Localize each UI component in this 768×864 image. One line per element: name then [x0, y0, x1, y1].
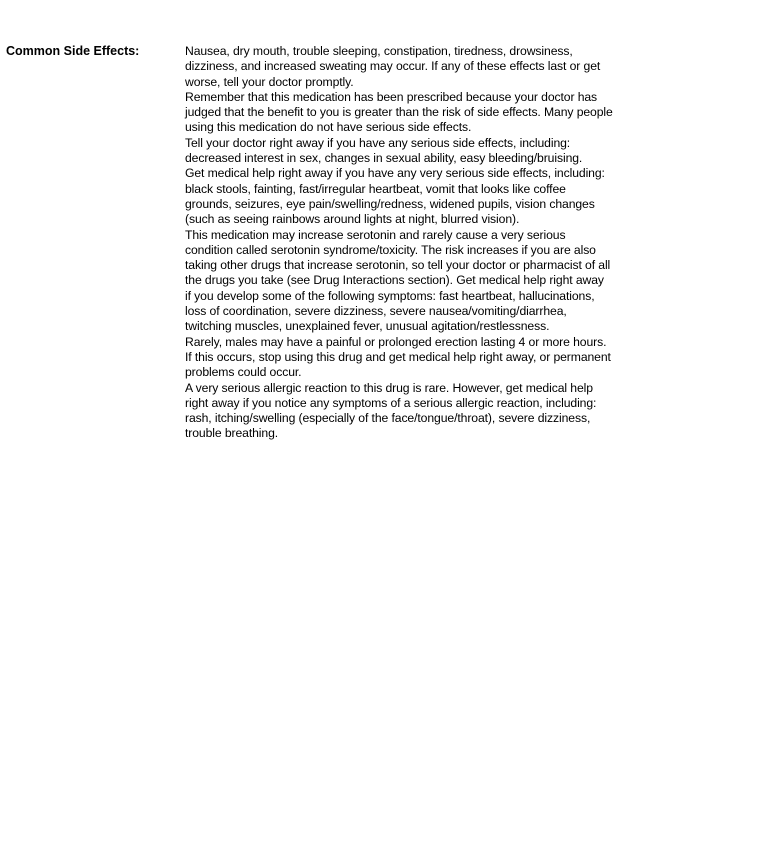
paragraph-serious-effects: Tell your doctor right away if you have any serious side effects, including: decreased interest in sex, changes in sexual ability, easy bleeding/bruising. — [185, 135, 583, 166]
section-label: Common Side Effects: — [6, 44, 140, 58]
paragraph-prolonged-erection: Rarely, males may have a painful or prolonged erection lasting 4 or more hours. If this occurs, stop using this drug and get medical help right away, or permanent problems could occur. — [185, 334, 611, 380]
paragraph-very-serious-effects: Get medical help right away if you have any very serious side effects, including: black stools, fainting, fast/irregular heartbeat, vomit that looks like coffee grounds, seizures, eye pain/swelling/redness, widened pupils, vision changes (such as seeing rainbows around lights at night, blurred vision). — [185, 166, 605, 227]
paragraph-benefit-note: Remember that this medication has been prescribed because your doctor has judged that the benefit to you is greater than the risk of side effects. Many people using this medication do not have serious side effects. — [185, 89, 613, 135]
paragraph-serotonin-syndrome: This medication may increase serotonin and rarely cause a very serious condition called serotonin syndrome/toxicity. The risk increases if you are also taking other drugs that increase serotonin, so tell your doctor or pharmacist of all the drugs you take (see Drug Interactions section). Get medical help right away if you develop some of the following symptoms: fast heartbeat, hallucinations, loss of coordination, severe dizziness, severe nausea/vomiting/diarrhea, twitching muscles, unexplained fever, unusual agitation/restlessness. — [185, 227, 611, 334]
paragraph-allergic-reaction: A very serious allergic reaction to this drug is rare. However, get medical help right away if you notice any symptoms of a serious allergic reaction, including: rash, itching/swelling (especially of the face/tongue/throat), severe dizziness, trouble breathing. — [185, 380, 597, 441]
paragraph-common-effects: Nausea, dry mouth, trouble sleeping, constipation, tiredness, drowsiness, dizziness, and increased sweating may occur. If any of these effects last or get worse, tell your doctor promptly. — [185, 44, 601, 89]
section-content — [185, 44, 613, 442]
